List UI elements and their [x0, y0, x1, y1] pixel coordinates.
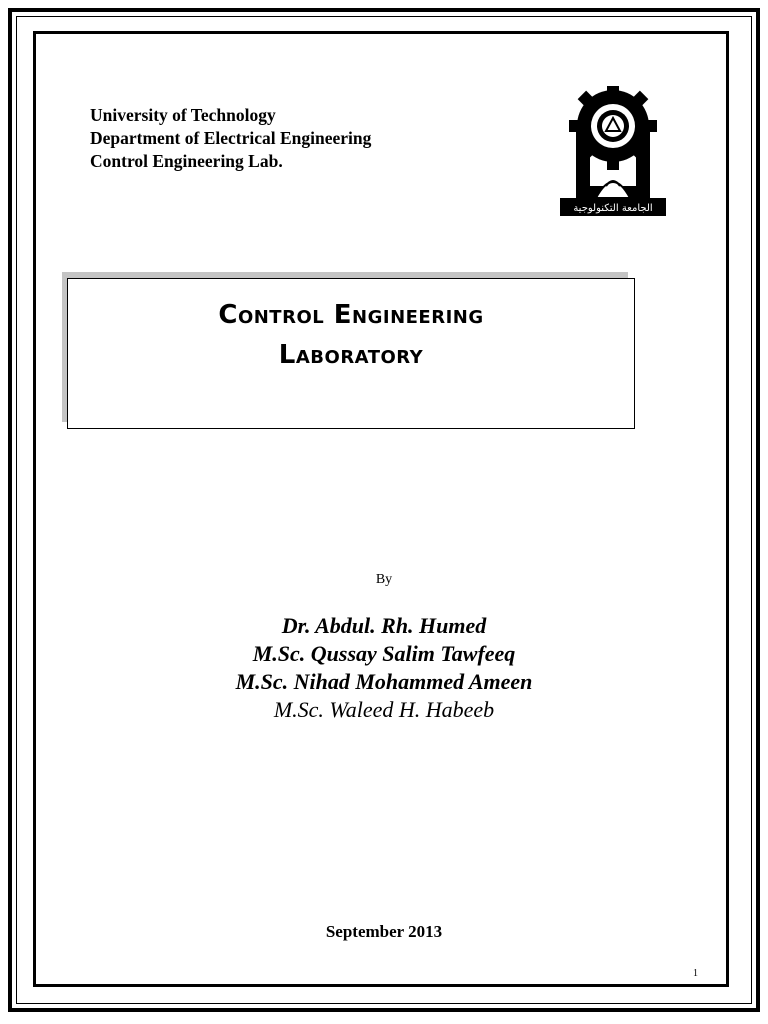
- page-number: 1: [693, 968, 698, 979]
- author-1: Dr. Abdul. Rh. Humed: [281, 613, 487, 638]
- author-4: M.Sc. Waleed H. Habeeb: [273, 697, 495, 722]
- author-3: M.Sc. Nihad Mohammed Ameen: [235, 669, 533, 694]
- by-label: By: [375, 572, 393, 587]
- author-2: M.Sc. Qussay Salim Tawfeeq: [252, 641, 516, 666]
- title-line-2: Laboratory: [278, 340, 424, 370]
- institution-block: [90, 104, 371, 173]
- lab-name: Control Engineering Lab.: [90, 151, 283, 171]
- department-name: Department of Electrical Engineering: [90, 128, 372, 148]
- title-line-1: Control Engineering: [218, 300, 484, 330]
- logo-caption: الجامعة التكنولوجية: [573, 203, 653, 214]
- title-box: [67, 278, 635, 429]
- university-logo-icon: [556, 86, 670, 218]
- publication-date: September 2013: [325, 922, 443, 941]
- authors-list: [0, 612, 768, 724]
- university-name: University of Technology: [90, 105, 276, 125]
